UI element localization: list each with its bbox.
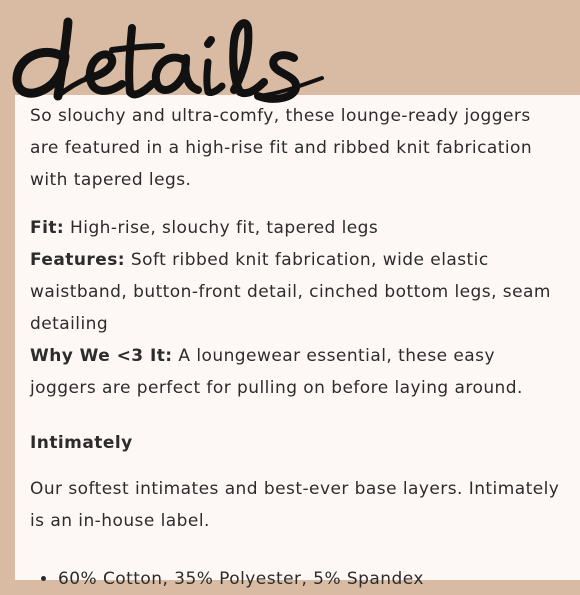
fit-label: Fit: xyxy=(30,218,65,238)
features-label: Features: xyxy=(30,250,126,270)
why-text: A loungewear essential, these easy joggers are perfect for pulling on before laying around. xyxy=(30,346,523,398)
product-details xyxy=(30,100,560,595)
details-script-logo xyxy=(8,6,338,110)
why-line xyxy=(30,340,560,404)
fabric-list xyxy=(30,563,560,595)
list-item: • 60% Cotton, 35% Polyester, 5% Spandex xyxy=(58,563,560,595)
features-text: Soft ribbed knit fabrication, wide elastic waistband, button-front detail, cinched bottom legs, seam detailing xyxy=(30,250,551,334)
brand-description: Our softest intimates and best-ever base layers. Intimately is an in-house label. xyxy=(30,479,560,531)
features-line xyxy=(30,244,560,340)
brand-heading: Intimately xyxy=(30,433,133,453)
why-label: Why We <3 It: xyxy=(30,346,173,366)
fit-line xyxy=(30,212,560,244)
fit-text: High-rise, slouchy fit, tapered legs xyxy=(70,218,379,238)
product-intro: So slouchy and ultra-comfy, these lounge-ready joggers are featured in a high-rise fit and ribbed knit fabrication with tapered legs. xyxy=(30,106,533,190)
